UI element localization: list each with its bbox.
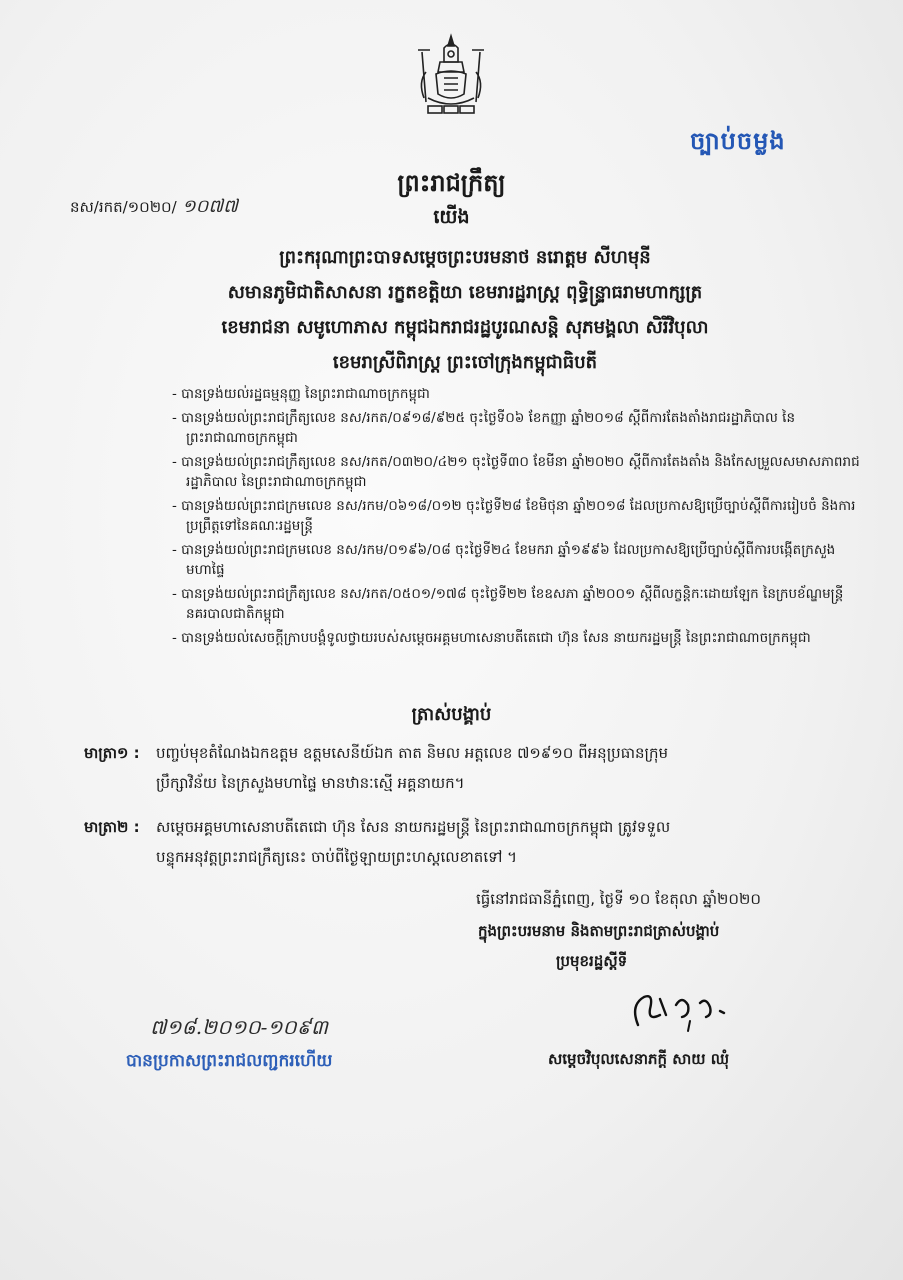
article-label: មាត្រា២ : [84,818,140,836]
royal-title-line: ព្រះករុណាព្រះបាទសម្តេចព្រះបរមនាថ នរោត្តម សីហមុនី [279,247,651,268]
document-title: ព្រះរាជក្រឹត្យ [397,169,506,197]
signer-name: សម្តេចវិបុលសេនាភក្តី សាយ ឈុំ [548,1050,730,1068]
consideration-item: - បានទ្រង់យល់ព្រះរាជក្រឹត្យលេខ នស/រកត/០៩១៨/៩២៥ ចុះថ្ងៃទី០៦ ខែកញ្ញា ឆ្នាំ២០១៨ ស្តីពីការតែងតាំងរាជរដ្ឋាភិបាល នៃព្រះរាជាណាចក្រកម្ពុជា [172,408,862,448]
article-2 [84,812,864,872]
article-text-continued: ប្រឹក្សាវិន័យ នៃក្រសួងមហាផ្ទៃ មានឋានៈស្មើ អគ្គនាយក។ [156,774,465,792]
consideration-item: - បានទ្រង់យល់ព្រះរាជក្រមលេខ នស/រកម/០១៩៦/០៨ ចុះថ្ងៃទី២៤ ខែមករា ឆ្នាំ១៩៩៦ ដែលប្រកាសឱ្យប្រើច្បាប់ស្តីពីការបង្កើតក្រសួងមហាផ្ទៃ [172,540,862,580]
article-text-continued: បន្ទុកអនុវត្តព្រះរាជក្រឹត្យនេះ ចាប់ពីថ្ងៃឡាយព្រះហស្តលេខាតទៅ ។ [156,848,518,866]
article-text: បញ្ចប់មុខតំណែងឯកឧត្តម ឧត្តមសេនីយ៍ឯក តាត និមល អត្តលេខ ៧១៩១០ ពីអនុប្រធានក្រុម [156,744,669,762]
article-text: សម្តេចអគ្គមហាសេនាបតីតេជោ ហ៊ុន សែន នាយករដ្ឋមន្ត្រី នៃព្រះរាជាណាចក្រកម្ពុជា ត្រូវទទួល [156,818,671,836]
consideration-item: - បានទ្រង់យល់សេចក្តីក្រាបបង្គំទូលថ្វាយរបស់សម្តេចអគ្គមហាសេនាបតីតេជោ ហ៊ុន សែន នាយករដ្ឋមន្ត្រី នៃព្រះរាជាណាចក្រកម្ពុជា [172,628,862,648]
published-stamp: បានប្រកាសព្រះរាជលញ្ជករហើយ [126,1051,333,1071]
acting-head-of-state: ប្រមុខរដ្ឋស្តីទី [556,952,628,970]
royal-emblem-icon [414,32,488,122]
article-label: មាត្រា១ : [84,744,140,762]
royal-title-line: ខេមរាជនា សមូហោភាស កម្ពុជឯករាជរដ្ឋបូរណសន្តិ សុភមង្គលា សិរីវិបុលា [221,317,709,338]
we-heading: យើង [433,206,470,228]
handwritten-registration-number: ៧១៨.២០១០-១០៩៣ [150,1015,328,1039]
authority-line: ក្នុងព្រះបរមនាម និងតាមព្រះរាជត្រាស់បង្គាប់ [478,922,720,940]
certified-copy-stamp: ច្បាប់ចម្លង [690,127,786,155]
royal-title-line: សមានភូមិជាតិសាសនា រក្ខតខត្តិយា ខេមរារដ្ឋរាស្ត្រ ពុទ្ធិន្រ្ទាធរាមហាក្សត្រ [227,282,703,303]
article-1 [84,738,864,798]
decree-heading: ត្រាស់បង្គាប់ [411,704,492,725]
signature [620,985,760,1035]
consideration-item: - បានទ្រង់យល់រដ្ឋធម្មនុញ្ញ នៃព្រះរាជាណាចក្រកម្ពុជា [172,384,862,404]
consideration-item: - បានទ្រង់យល់ព្រះរាជក្រមលេខ នស/រកម/០៦១៨/០១២ ចុះថ្ងៃទី២៨ ខែមិថុនា ឆ្នាំ២០១៨ ដែលប្រកាសឱ្យប្រើច្បាប់ស្តីពីការរៀបចំ និងការប្រព្រឹត្តទៅនៃគណៈរដ្ឋមន្ត្រី [172,496,862,536]
place-and-date: ធ្វើនៅរាជធានីភ្នំពេញ, ថ្ងៃទី ១០ ខែតុលា ឆ្នាំ២០២០ [476,890,761,908]
royal-title-line: ខេមរាស្រីពិរាស្ត្រ ព្រះចៅក្រុងកម្ពុជាធិបតី [332,352,598,373]
reference-number: នស/រកត/១០២០/ [70,198,177,216]
handwritten-reference-number: ១០៧៧ [182,196,238,217]
royal-titles [120,240,810,380]
considerations-list [172,384,862,652]
consideration-item: - បានទ្រង់យល់ព្រះរាជក្រឹត្យលេខ នស/រកត/០៣២០/៤២១ ចុះថ្ងៃទី៣០ ខែមីនា ឆ្នាំ២០២០ ស្តីពីការតែងតាំង និងកែសម្រួលសមាសភាពរាជរដ្ឋាភិបាល នៃព្រះរាជាណាចក្រកម្ពុជា [172,452,862,492]
consideration-item: - បានទ្រង់យល់ព្រះរាជក្រឹត្យលេខ នស/រកត/០៥០១/១៧៨ ចុះថ្ងៃទី២២ ខែឧសភា ឆ្នាំ២០០១ ស្តីពីលក្ខន្តិកៈដោយឡែក នៃក្របខ័ណ្ឌមន្ត្រីនគរបាលជាតិកម្ពុជា [172,584,862,624]
